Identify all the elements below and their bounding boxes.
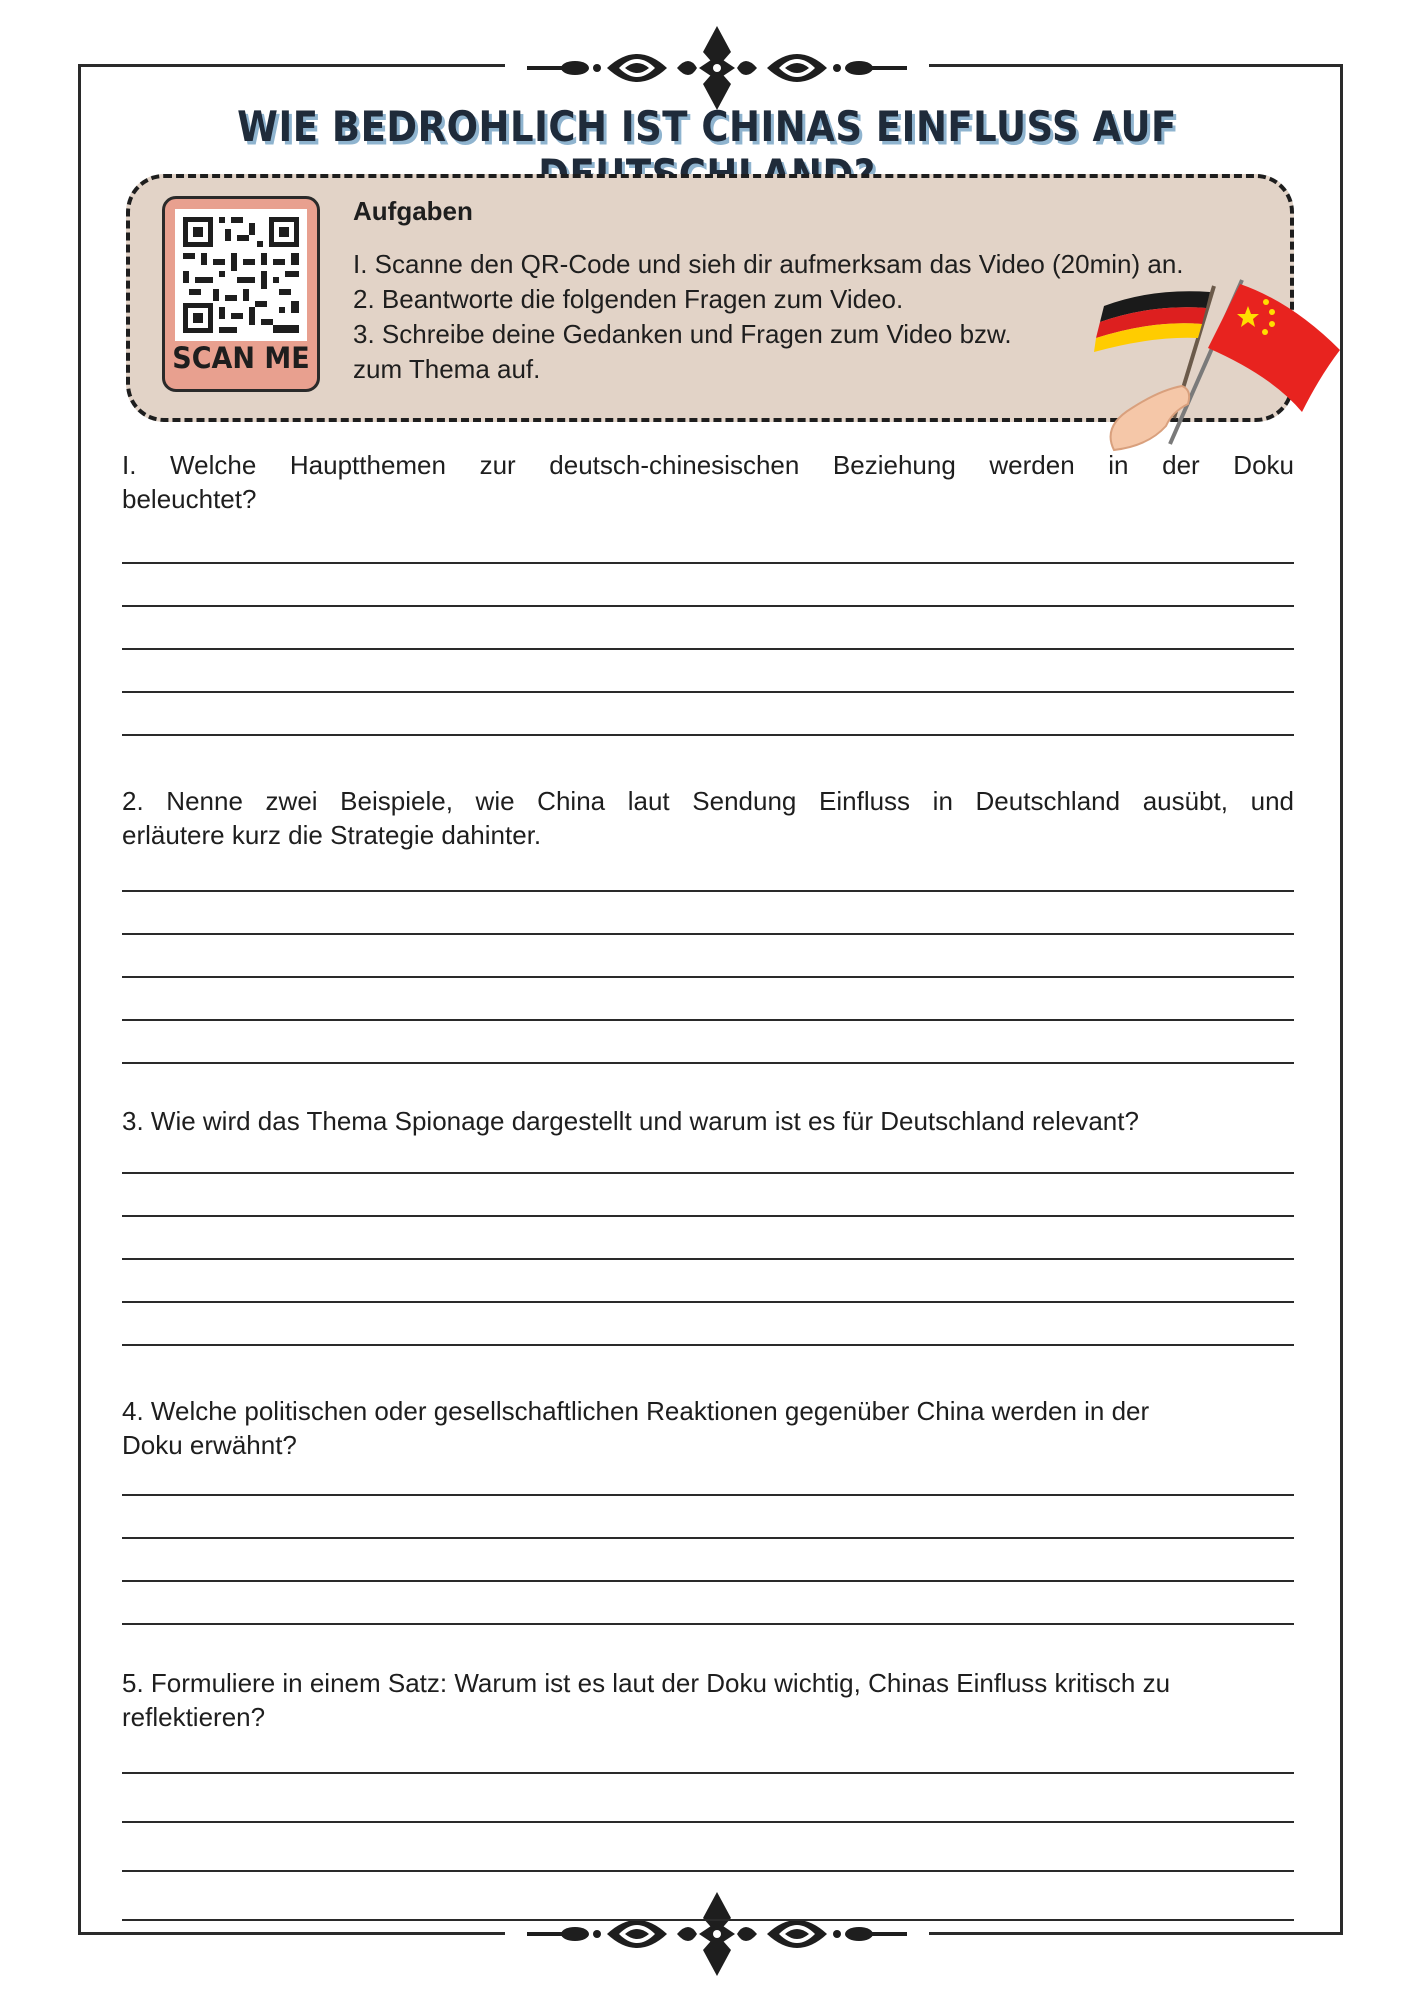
question-text: Doku erwähnt? [122, 1430, 297, 1460]
question-1 [122, 448, 1294, 516]
question-text: erläutere kurz die Strategie dahinter. [122, 820, 542, 850]
tasks-heading: Aufgaben [353, 196, 473, 226]
answer-line[interactable] [122, 691, 1294, 693]
answer-line[interactable] [122, 976, 1294, 978]
qr-code-icon[interactable] [175, 209, 307, 341]
answer-line[interactable] [122, 1344, 1294, 1346]
answer-line[interactable] [122, 1301, 1294, 1303]
flags-illustration [1092, 276, 1342, 456]
scan-me-label: SCAN ME [172, 341, 310, 376]
qr-card[interactable] [162, 196, 320, 392]
question-text: 4. Welche politischen oder gesellschaftlichen Reaktionen gegenüber China werden in der [122, 1396, 1150, 1426]
question-text: 3. Wie wird das Thema Spionage dargestellt und warum ist es für Deutschland relevant? [122, 1106, 1139, 1136]
ornament-divider-icon [527, 1892, 907, 1976]
answer-line[interactable] [122, 605, 1294, 607]
task-item: 2. Beantworte die folgenden Fragen zum Video. [353, 284, 904, 314]
answer-line[interactable] [122, 1062, 1294, 1064]
answer-line[interactable] [122, 1919, 1294, 1921]
germany-flag-icon [1094, 291, 1210, 352]
answer-line[interactable] [122, 1172, 1294, 1174]
answer-line[interactable] [122, 933, 1294, 935]
question-2 [122, 784, 1294, 852]
question-text: I. Welche Hauptthemen zur deutsch-chinesischen Beziehung werden in der Doku [122, 450, 1294, 480]
question-text: 5. Formuliere in einem Satz: Warum ist es laut der Doku wichtig, Chinas Einfluss kritisch zu [122, 1668, 1171, 1698]
question-5 [122, 1666, 1294, 1734]
answer-line[interactable] [122, 1772, 1294, 1774]
ornament-divider-icon [527, 26, 907, 110]
task-item: zum Thema auf. [353, 354, 541, 384]
question-4 [122, 1394, 1294, 1462]
question-text: reflektieren? [122, 1702, 266, 1732]
question-3 [122, 1104, 1294, 1138]
task-item: I. Scanne den QR-Code und sieh dir aufmerksam das Video (20min) an. [353, 249, 1184, 279]
answer-line[interactable] [122, 1537, 1294, 1539]
answer-line[interactable] [122, 890, 1294, 892]
answer-line[interactable] [122, 1258, 1294, 1260]
question-text: beleuchtet? [122, 484, 257, 514]
question-text: 2. Nenne zwei Beispiele, wie China laut Sendung Einfluss in Deutschland ausübt, und [122, 786, 1294, 816]
answer-line[interactable] [122, 562, 1294, 564]
answer-line[interactable] [122, 1580, 1294, 1582]
answer-line[interactable] [122, 1821, 1294, 1823]
answer-line[interactable] [122, 734, 1294, 736]
answer-line[interactable] [122, 648, 1294, 650]
answer-line[interactable] [122, 1623, 1294, 1625]
answer-line[interactable] [122, 1215, 1294, 1217]
answer-line[interactable] [122, 1019, 1294, 1021]
answer-line[interactable] [122, 1870, 1294, 1872]
china-flag-icon [1208, 284, 1340, 412]
hand-icon [1111, 386, 1190, 450]
task-item: 3. Schreibe deine Gedanken und Fragen zum Video bzw. [353, 319, 1012, 349]
page-title: WIE BEDROHLICH IST CHINAS EINFLUSS AUF [237, 102, 1177, 151]
answer-line[interactable] [122, 1494, 1294, 1496]
